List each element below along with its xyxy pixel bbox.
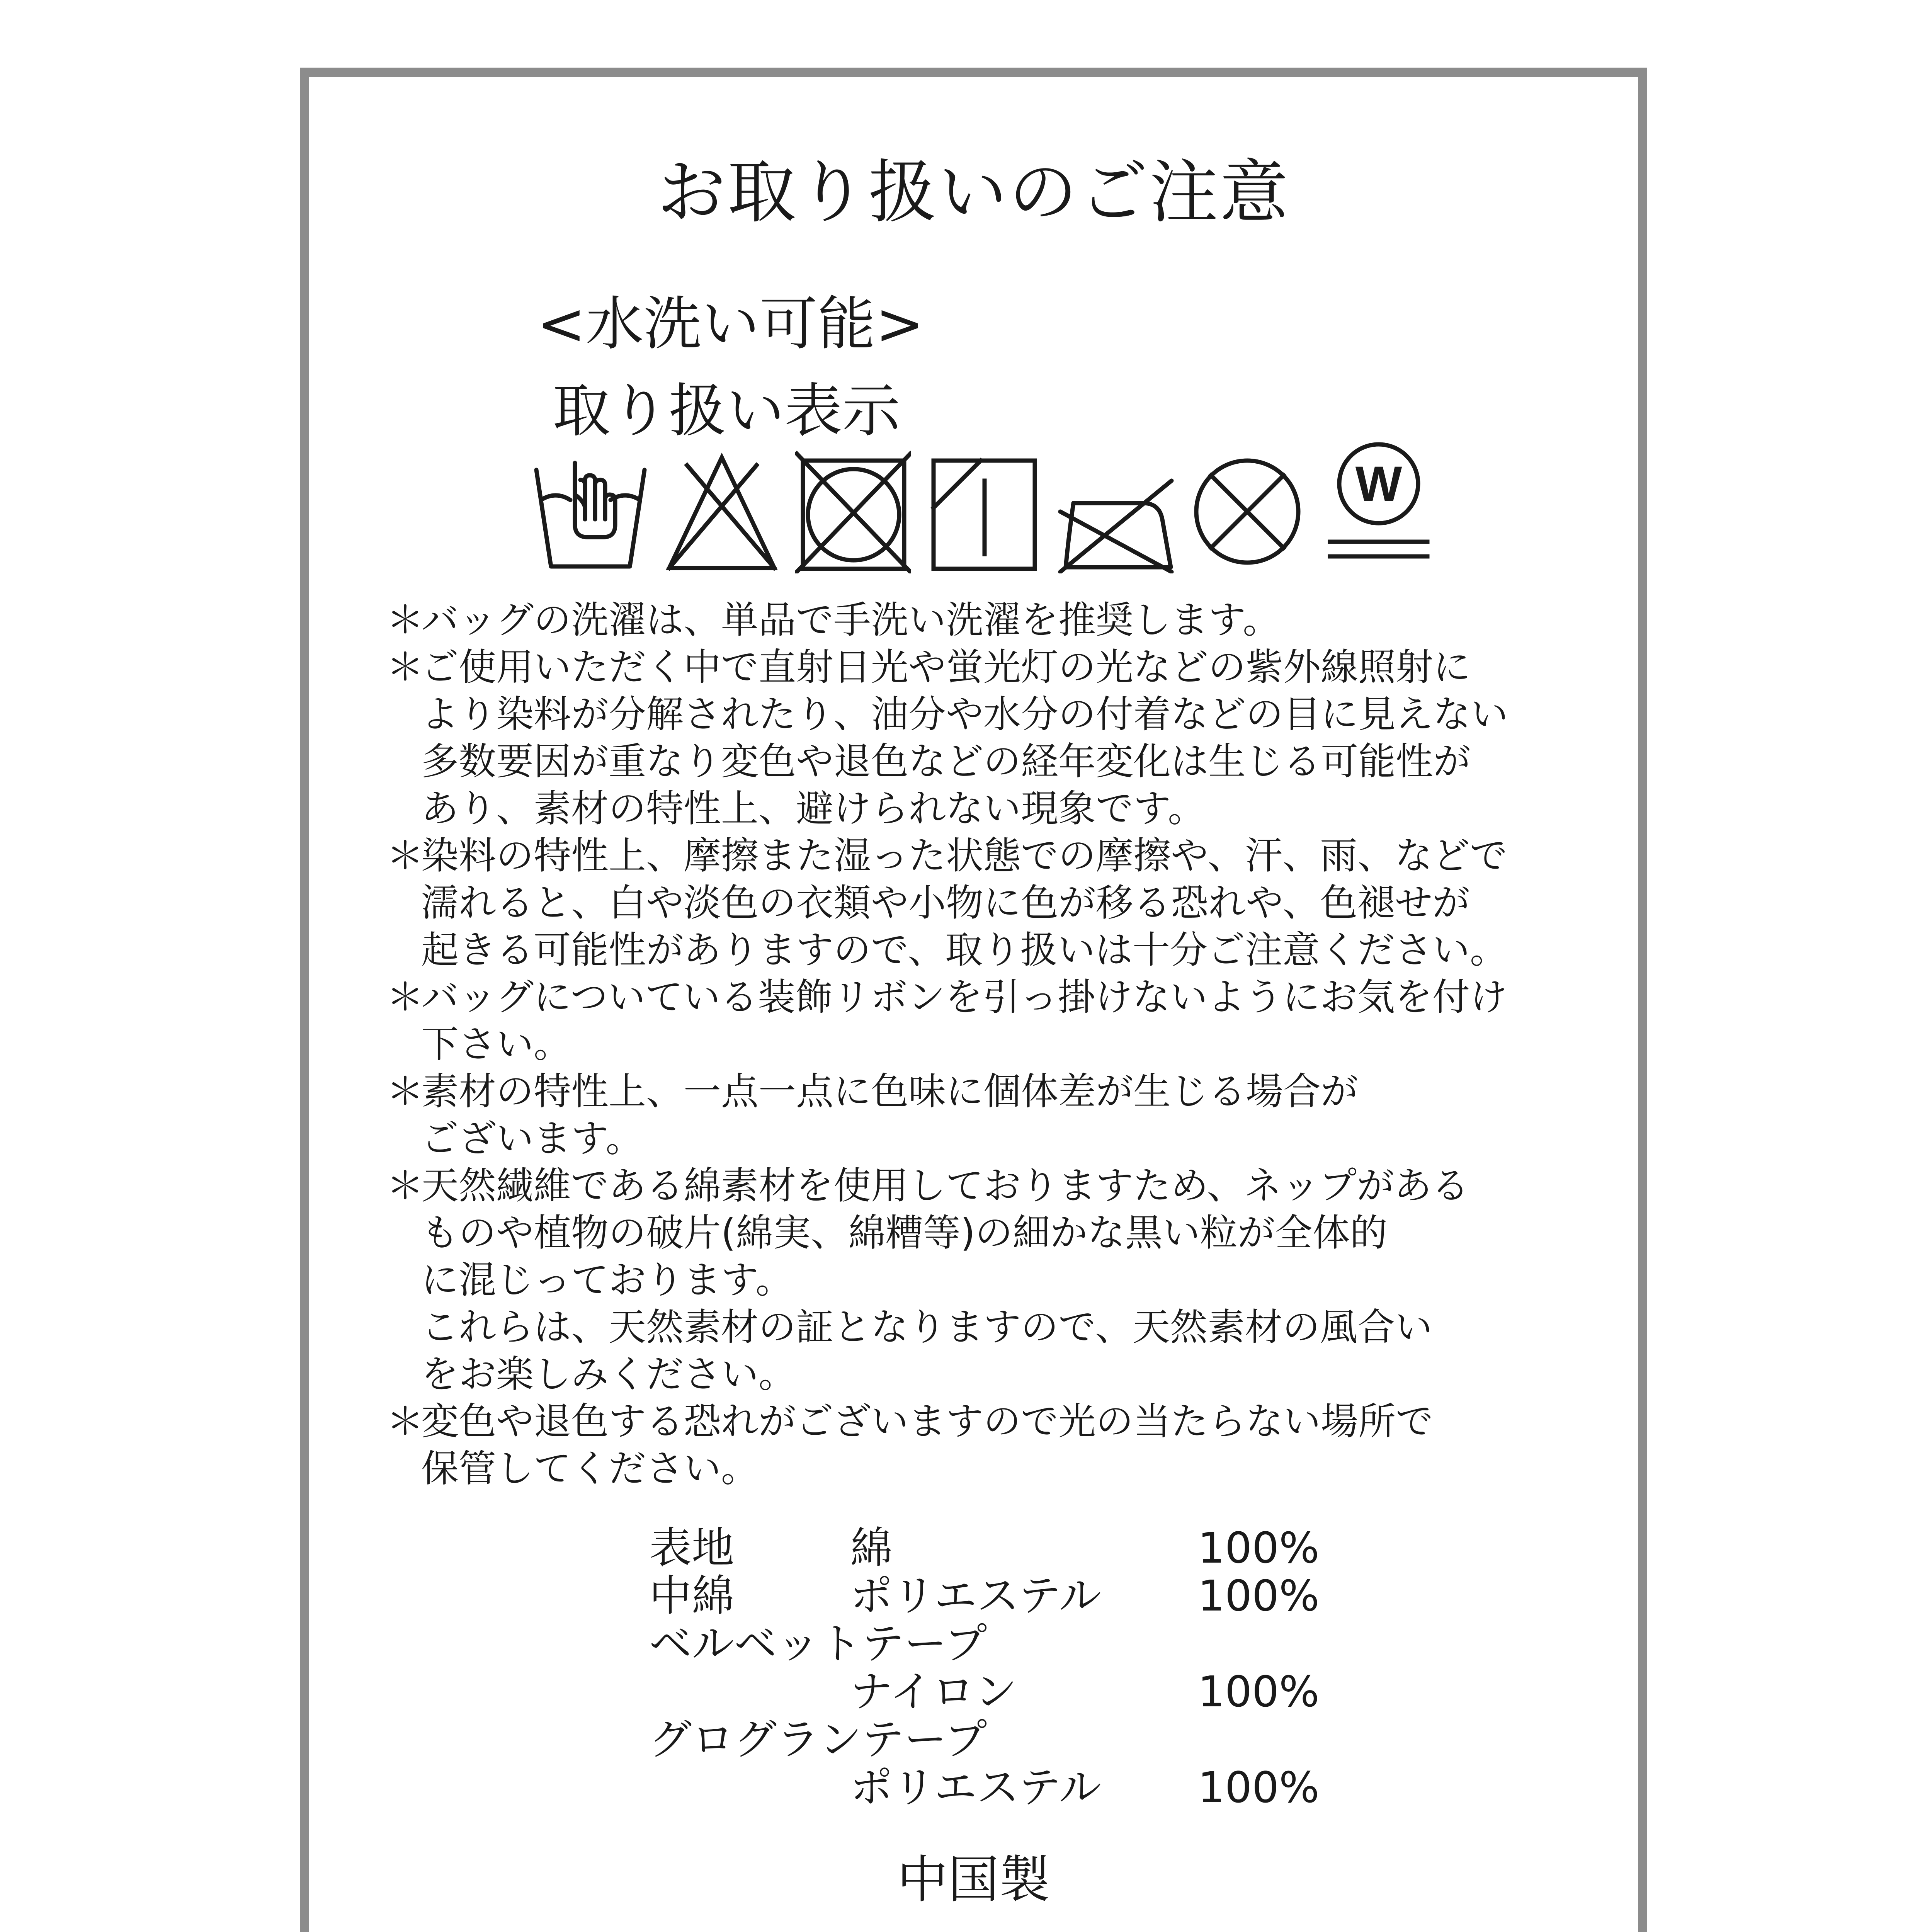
note-bullet: ＊ [386,975,424,1019]
material-percent: 100% [1198,1571,1320,1621]
wet-clean-icon [1321,442,1437,573]
note-line [386,879,1604,927]
label-title: お取り扱いのご注意 [657,152,1290,232]
note-text: バッグの洗濯は、単品で手洗い洗濯を推奨します。 [421,598,1281,642]
no-tumble-dry-icon [795,442,911,573]
note-text: あり、素材の特性上、避けられない現象です。 [421,787,1206,830]
care-symbols-row [532,442,1421,573]
hand-wash-icon [532,442,648,573]
note-line [386,927,1604,974]
note-line [386,1304,1604,1351]
note-line [386,832,1604,879]
material-part: 中綿 [649,1571,734,1621]
note-bullet: ＊ [386,1164,424,1208]
note-line [386,1351,1604,1398]
note-line [386,644,1604,691]
note-text: に混じっております。 [421,1258,793,1302]
note-bullet: ＊ [386,645,424,689]
note-text: をお楽しみください。 [421,1352,796,1396]
no-iron-icon [1058,442,1174,573]
note-text: 変色や退色する恐れがございますので光の当たらない場所で [421,1400,1433,1443]
care-symbols-heading: 取り扱い表示 [553,378,901,445]
note-text: ご使用いただく中で直射日光や蛍光灯の光などの紫外線照射に [421,645,1471,689]
care-label-card [300,68,1647,1932]
material-part: ベルベットテープ [649,1619,987,1668]
material-row [649,1716,1306,1764]
care-notes [386,597,1604,1492]
note-text: 素材の特性上、一点一点に色味に個体差が生じる場合が [421,1070,1358,1113]
note-text: 保管してください。 [421,1447,759,1490]
material-composition [649,1523,1320,1812]
note-line [386,1398,1604,1445]
note-line [386,1445,1604,1492]
note-bullet: ＊ [386,1070,424,1113]
note-line [386,738,1604,785]
no-bleach-icon [664,442,780,573]
material-row [649,1763,1320,1812]
note-line [386,1209,1604,1257]
note-line [386,691,1604,738]
note-line [386,1068,1604,1115]
note-text: 起きる可能性がありますので、取り扱いは十分ご注意ください。 [421,928,1508,972]
washable-label: <水洗い可能> [537,291,924,358]
note-text: 下さい。 [421,1022,571,1066]
note-line [386,597,1604,644]
note-text: バッグについている装飾リボンを引っ掛けないようにお気を付け [421,975,1508,1019]
note-bullet: ＊ [386,598,424,642]
material-fiber: ポリエステル [850,1763,1102,1812]
note-text: ものや植物の破片(綿実、綿糟等)の細かな黒い粒が全体的 [421,1211,1388,1255]
note-line [386,1257,1604,1304]
note-text: 多数要因が重なり変色や退色などの経年変化は生じる可能性が [421,740,1471,783]
material-fiber: ポリエステル [850,1571,1102,1621]
note-bullet: ＊ [386,834,424,878]
material-row [649,1620,1306,1668]
material-part: 表地 [649,1523,734,1573]
note-line [386,1021,1604,1068]
material-part: グログランテープ [649,1715,987,1764]
material-percent: 100% [1198,1667,1320,1716]
note-text: ございます。 [421,1117,643,1160]
material-percent: 100% [1198,1523,1320,1573]
material-fiber: 綿 [850,1523,893,1573]
line-dry-shade-icon [927,442,1043,573]
note-line [386,974,1604,1021]
material-row [649,1667,1320,1716]
note-line [386,785,1604,832]
note-text: 天然繊維である綿素材を使用しておりますため、ネップがある [421,1164,1469,1208]
note-bullet: ＊ [386,1400,424,1443]
note-text: より染料が分解されたり、油分や水分の付着などの目に見えない [421,692,1508,736]
note-line [386,1162,1604,1209]
no-dry-clean-icon [1189,442,1305,573]
note-text: 濡れると、白や淡色の衣類や小物に色が移る恐れや、色褪せが [421,881,1470,925]
note-text: これらは、天然素材の証となりますので、天然素材の風合い [421,1305,1433,1349]
country-of-origin: 中国製 [897,1850,1050,1910]
material-row [649,1523,1320,1573]
material-row [649,1571,1320,1621]
wet-clean-letter: W [1355,456,1402,512]
note-text: 染料の特性上、摩擦また湿った状態での摩擦や、汗、雨、などで [421,834,1508,878]
note-line [386,1115,1604,1162]
material-percent: 100% [1198,1763,1320,1812]
material-fiber: ナイロン [850,1667,1017,1716]
